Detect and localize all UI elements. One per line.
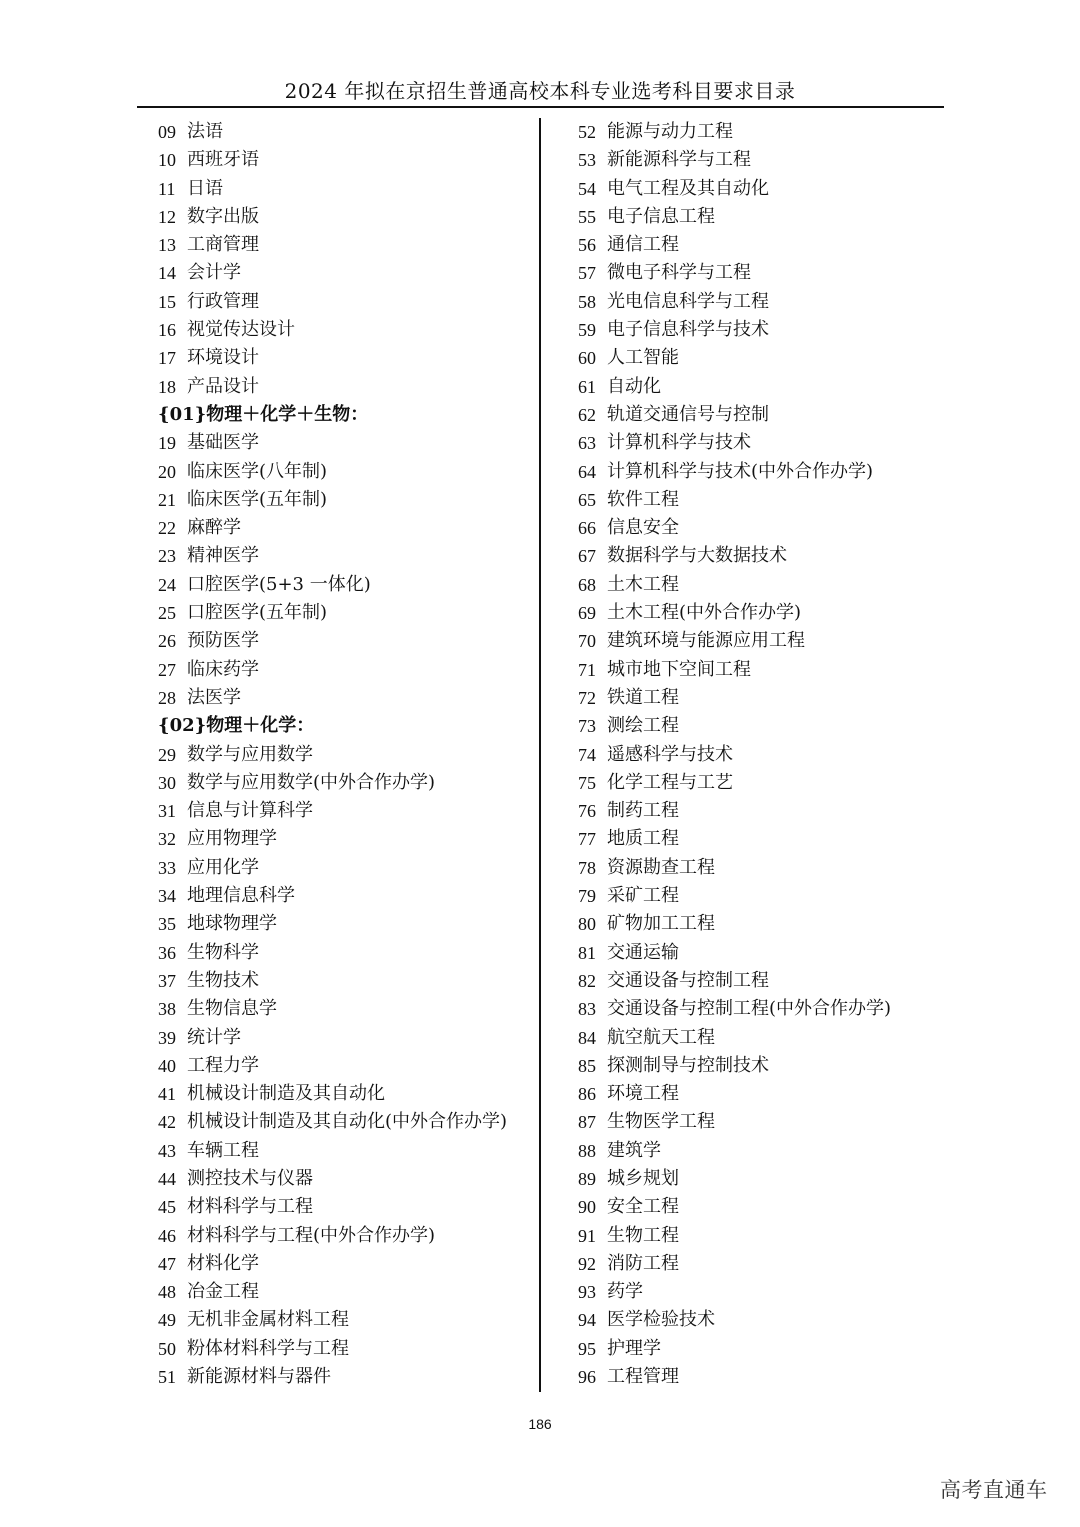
major-name: 航空航天工程 (607, 1026, 715, 1048)
major-list-item (578, 542, 938, 570)
major-name: 软件工程 (607, 488, 679, 510)
major-list-item (158, 1222, 533, 1250)
major-number: 22 (158, 518, 176, 539)
major-number: 66 (578, 518, 596, 539)
major-list-item (578, 259, 938, 287)
major-list-item (578, 1306, 938, 1334)
right-column-list (578, 118, 938, 1391)
major-name: 光电信息科学与工程 (607, 290, 769, 312)
major-number: 49 (158, 1310, 176, 1331)
major-name: 材料科学与工程 (187, 1196, 313, 1218)
major-number: 71 (578, 659, 596, 680)
major-name: 车辆工程 (187, 1139, 259, 1161)
major-number: 19 (158, 433, 176, 454)
major-number: 26 (158, 631, 176, 652)
major-list-item (578, 231, 938, 259)
major-number: 43 (158, 1140, 176, 1161)
major-list-item (578, 1250, 938, 1278)
major-list-item (578, 1024, 938, 1052)
major-number: 61 (578, 376, 596, 397)
major-name: 数据科学与大数据技术 (607, 545, 787, 567)
major-number: 92 (578, 1253, 596, 1274)
major-list-item (578, 967, 938, 995)
major-number: 13 (158, 235, 176, 256)
major-list-item (578, 316, 938, 344)
major-name: 交通设备与控制工程 (607, 969, 769, 991)
major-name: 口腔医学(5+3 一体化) (187, 573, 371, 595)
major-number: 40 (158, 1055, 176, 1076)
major-number: 81 (578, 942, 596, 963)
major-list-item (158, 1080, 533, 1108)
major-list-item (578, 939, 938, 967)
major-number: 80 (578, 914, 596, 935)
major-number: 25 (158, 603, 176, 624)
major-name: 机械设计制造及其自动化 (187, 1083, 385, 1105)
major-number: 85 (578, 1055, 596, 1076)
major-list-item (578, 571, 938, 599)
major-list-item (578, 854, 938, 882)
major-list-item (578, 458, 938, 486)
major-name: 临床药学 (187, 658, 259, 680)
category-heading-label: {02}物理＋化学： (158, 715, 315, 737)
major-number: 84 (578, 1027, 596, 1048)
major-number: 48 (158, 1282, 176, 1303)
major-name: 测绘工程 (607, 715, 679, 737)
major-number: 30 (158, 772, 176, 793)
major-list-item (578, 995, 938, 1023)
major-name: 预防医学 (187, 630, 259, 652)
major-list-item (578, 882, 938, 910)
major-list-item (578, 769, 938, 797)
major-name: 无机非金属材料工程 (187, 1309, 349, 1331)
major-number: 68 (578, 574, 596, 595)
major-list-item (158, 1250, 533, 1278)
major-name: 矿物加工工程 (607, 913, 715, 935)
major-number: 50 (158, 1338, 176, 1359)
header-rule (137, 106, 944, 108)
major-name: 交通设备与控制工程(中外合作办学) (607, 998, 892, 1020)
major-number: 56 (578, 235, 596, 256)
major-name: 人工智能 (607, 347, 679, 369)
major-list-item (158, 344, 533, 372)
major-number: 78 (578, 857, 596, 878)
major-name: 城市地下空间工程 (607, 658, 751, 680)
watermark: 高考直通车 (940, 1478, 1048, 1502)
major-name: 西班牙语 (187, 149, 259, 171)
major-list-item (158, 797, 533, 825)
major-name: 材料科学与工程(中外合作办学) (187, 1224, 436, 1246)
major-name: 基础医学 (187, 432, 259, 454)
major-name: 粉体材料科学与工程 (187, 1337, 349, 1359)
major-name: 药学 (607, 1281, 643, 1303)
major-name: 数字出版 (187, 205, 259, 227)
major-number: 79 (578, 886, 596, 907)
major-list-item (158, 1052, 533, 1080)
major-list-item (158, 769, 533, 797)
major-list-item (158, 854, 533, 882)
major-name: 口腔医学(五年制) (187, 602, 328, 624)
major-number: 77 (578, 829, 596, 850)
major-number: 90 (578, 1197, 596, 1218)
major-name: 材料化学 (187, 1252, 259, 1274)
major-name: 应用化学 (187, 856, 259, 878)
major-name: 工程力学 (187, 1054, 259, 1076)
major-name: 生物科学 (187, 941, 259, 963)
major-list-item (578, 514, 938, 542)
major-name: 铁道工程 (607, 686, 679, 708)
major-number: 95 (578, 1338, 596, 1359)
major-name: 应用物理学 (187, 828, 277, 850)
page-header-title: 2024 年拟在京招生普通高校本科专业选考科目要求目录 (284, 79, 796, 103)
major-name: 临床医学(五年制) (187, 488, 328, 510)
major-number: 47 (158, 1253, 176, 1274)
major-number: 69 (578, 603, 596, 624)
major-list-item (578, 175, 938, 203)
major-name: 生物工程 (607, 1224, 679, 1246)
major-list-item (578, 1052, 938, 1080)
major-number: 58 (578, 291, 596, 312)
major-name: 探测制导与控制技术 (607, 1054, 769, 1076)
major-number: 54 (578, 178, 596, 199)
major-list-item (578, 825, 938, 853)
major-list-item (158, 967, 533, 995)
major-list-item (158, 1306, 533, 1334)
major-name: 电子信息工程 (607, 205, 715, 227)
major-name: 信息与计算科学 (187, 800, 313, 822)
major-list-item (578, 1080, 938, 1108)
major-name: 工商管理 (187, 234, 259, 256)
major-name: 电子信息科学与技术 (607, 319, 769, 341)
major-number: 51 (158, 1367, 176, 1388)
major-number: 34 (158, 886, 176, 907)
major-name: 生物技术 (187, 969, 259, 991)
major-list-item (578, 486, 938, 514)
major-number: 70 (578, 631, 596, 652)
major-list-item (158, 486, 533, 514)
major-list-item (158, 1024, 533, 1052)
major-number: 59 (578, 320, 596, 341)
major-name: 临床医学(八年制) (187, 460, 328, 482)
major-list-item (158, 373, 533, 401)
major-number: 14 (158, 263, 176, 284)
major-number: 91 (578, 1225, 596, 1246)
major-number: 41 (158, 1084, 176, 1105)
major-list-item (158, 684, 533, 712)
major-list-item (578, 1278, 938, 1306)
major-name: 地球物理学 (187, 913, 277, 935)
major-list-item (158, 1165, 533, 1193)
category-heading (158, 712, 533, 740)
major-number: 15 (158, 291, 176, 312)
major-name: 采矿工程 (607, 885, 679, 907)
major-name: 会计学 (187, 262, 241, 284)
major-name: 行政管理 (187, 290, 259, 312)
major-list-item (158, 1108, 533, 1136)
major-list-item (158, 1335, 533, 1363)
major-list-item (158, 542, 533, 570)
major-name: 土木工程(中外合作办学) (607, 602, 802, 624)
major-list-item (578, 1137, 938, 1165)
major-list-item (578, 712, 938, 740)
major-number: 32 (158, 829, 176, 850)
major-number: 88 (578, 1140, 596, 1161)
major-number: 23 (158, 546, 176, 567)
major-number: 45 (158, 1197, 176, 1218)
major-number: 57 (578, 263, 596, 284)
major-number: 76 (578, 801, 596, 822)
major-name: 冶金工程 (187, 1281, 259, 1303)
major-number: 53 (578, 150, 596, 171)
major-number: 74 (578, 744, 596, 765)
major-list-item (158, 458, 533, 486)
major-name: 安全工程 (607, 1196, 679, 1218)
major-list-item (158, 825, 533, 853)
major-name: 资源勘查工程 (607, 856, 715, 878)
major-name: 麻醉学 (187, 517, 241, 539)
column-divider (539, 118, 541, 1392)
major-list-item (578, 1165, 938, 1193)
major-list-item (578, 599, 938, 627)
major-number: 12 (158, 206, 176, 227)
left-column-list (158, 118, 533, 1391)
major-name: 统计学 (187, 1026, 241, 1048)
category-heading-label: {01}物理＋化学＋生物： (158, 403, 369, 425)
major-name: 新能源材料与器件 (187, 1366, 331, 1388)
major-name: 电气工程及其自动化 (607, 177, 769, 199)
major-name: 消防工程 (607, 1252, 679, 1274)
major-name: 通信工程 (607, 234, 679, 256)
major-name: 交通运输 (607, 941, 679, 963)
major-name: 计算机科学与技术 (607, 432, 751, 454)
major-list-item (578, 684, 938, 712)
major-list-item (578, 146, 938, 174)
major-list-item (158, 741, 533, 769)
major-number: 44 (158, 1168, 176, 1189)
major-name: 能源与动力工程 (607, 121, 733, 142)
major-number: 17 (158, 348, 176, 369)
major-name: 化学工程与工艺 (607, 771, 733, 793)
major-list-item (158, 288, 533, 316)
major-name: 微电子科学与工程 (607, 262, 751, 284)
major-list-item (578, 910, 938, 938)
major-name: 数学与应用数学 (187, 743, 313, 765)
major-name: 新能源科学与工程 (607, 149, 751, 171)
major-list-item (578, 203, 938, 231)
major-list-item (578, 344, 938, 372)
major-name: 精神医学 (187, 545, 259, 567)
major-number: 33 (158, 857, 176, 878)
major-name: 机械设计制造及其自动化(中外合作办学) (187, 1111, 508, 1133)
major-name: 测控技术与仪器 (187, 1167, 313, 1189)
major-name: 环境工程 (607, 1083, 679, 1105)
major-number: 86 (578, 1084, 596, 1105)
major-number: 83 (578, 999, 596, 1020)
major-number: 89 (578, 1168, 596, 1189)
major-list-item (158, 316, 533, 344)
major-list-item (158, 571, 533, 599)
major-list-item (158, 599, 533, 627)
major-list-item (578, 1222, 938, 1250)
major-number: 31 (158, 801, 176, 822)
major-name: 法语 (187, 121, 223, 142)
major-list-item (158, 118, 533, 146)
major-number: 36 (158, 942, 176, 963)
major-list-item (158, 429, 533, 457)
major-list-item (158, 175, 533, 203)
major-number: 55 (578, 206, 596, 227)
major-number: 94 (578, 1310, 596, 1331)
major-list-item (578, 797, 938, 825)
major-number: 38 (158, 999, 176, 1020)
major-name: 地质工程 (607, 828, 679, 850)
major-number: 37 (158, 970, 176, 991)
major-list-item (578, 118, 938, 146)
major-number: 29 (158, 744, 176, 765)
major-list-item (158, 231, 533, 259)
major-name: 地理信息科学 (187, 885, 295, 907)
major-list-item (158, 1137, 533, 1165)
major-name: 计算机科学与技术(中外合作办学) (607, 460, 874, 482)
major-number: 28 (158, 687, 176, 708)
major-name: 工程管理 (607, 1366, 679, 1388)
major-number: 67 (578, 546, 596, 567)
major-number: 18 (158, 376, 176, 397)
major-name: 日语 (187, 177, 223, 199)
major-name: 医学检验技术 (607, 1309, 715, 1331)
major-number: 64 (578, 461, 596, 482)
major-number: 73 (578, 716, 596, 737)
major-list-item (578, 1335, 938, 1363)
major-number: 75 (578, 772, 596, 793)
major-name: 土木工程 (607, 573, 679, 595)
major-name: 建筑学 (607, 1139, 661, 1161)
major-list-item (578, 373, 938, 401)
major-list-item (158, 1278, 533, 1306)
major-number: 52 (578, 122, 596, 142)
major-list-item (578, 288, 938, 316)
major-list-item (578, 1108, 938, 1136)
major-name: 环境设计 (187, 347, 259, 369)
major-list-item (158, 1363, 533, 1391)
major-name: 法医学 (187, 686, 241, 708)
major-list-item (158, 656, 533, 684)
major-name: 信息安全 (607, 517, 679, 539)
major-name: 数学与应用数学(中外合作办学) (187, 771, 436, 793)
major-number: 62 (578, 404, 596, 425)
major-number: 20 (158, 461, 176, 482)
major-number: 93 (578, 1282, 596, 1303)
major-number: 63 (578, 433, 596, 454)
major-name: 轨道交通信号与控制 (607, 403, 769, 425)
major-list-item (578, 1363, 938, 1391)
major-list-item (578, 401, 938, 429)
category-heading (158, 401, 533, 429)
major-name: 遥感科学与技术 (607, 743, 733, 765)
major-name: 建筑环境与能源应用工程 (607, 630, 805, 652)
major-number: 96 (578, 1367, 596, 1388)
major-name: 视觉传达设计 (187, 319, 295, 341)
major-name: 产品设计 (187, 375, 259, 397)
major-name: 制药工程 (607, 800, 679, 822)
major-number: 82 (578, 970, 596, 991)
major-list-item (158, 1193, 533, 1221)
major-number: 65 (578, 489, 596, 510)
major-list-item (158, 514, 533, 542)
major-number: 35 (158, 914, 176, 935)
major-number: 87 (578, 1112, 596, 1133)
major-number: 46 (158, 1225, 176, 1246)
major-number: 10 (158, 150, 176, 171)
major-list-item (578, 656, 938, 684)
major-list-item (578, 627, 938, 655)
major-number: 39 (158, 1027, 176, 1048)
major-number: 27 (158, 659, 176, 680)
major-list-item (158, 939, 533, 967)
major-name: 城乡规划 (607, 1167, 679, 1189)
major-number: 42 (158, 1112, 176, 1133)
major-list-item (158, 882, 533, 910)
major-list-item (158, 259, 533, 287)
major-list-item (158, 146, 533, 174)
major-number: 09 (158, 122, 176, 142)
major-list-item (158, 627, 533, 655)
major-number: 21 (158, 489, 176, 510)
major-list-item (578, 741, 938, 769)
major-number: 24 (158, 574, 176, 595)
major-number: 72 (578, 687, 596, 708)
page-number: 186 (528, 1416, 552, 1432)
major-name: 护理学 (607, 1337, 661, 1359)
major-list-item (158, 203, 533, 231)
major-list-item (158, 910, 533, 938)
major-name: 生物医学工程 (607, 1111, 715, 1133)
major-number: 60 (578, 348, 596, 369)
major-list-item (578, 429, 938, 457)
major-number: 11 (158, 178, 176, 199)
major-list-item (578, 1193, 938, 1221)
major-name: 自动化 (607, 375, 661, 397)
major-number: 16 (158, 320, 176, 341)
major-list-item (158, 995, 533, 1023)
major-name: 生物信息学 (187, 998, 277, 1020)
